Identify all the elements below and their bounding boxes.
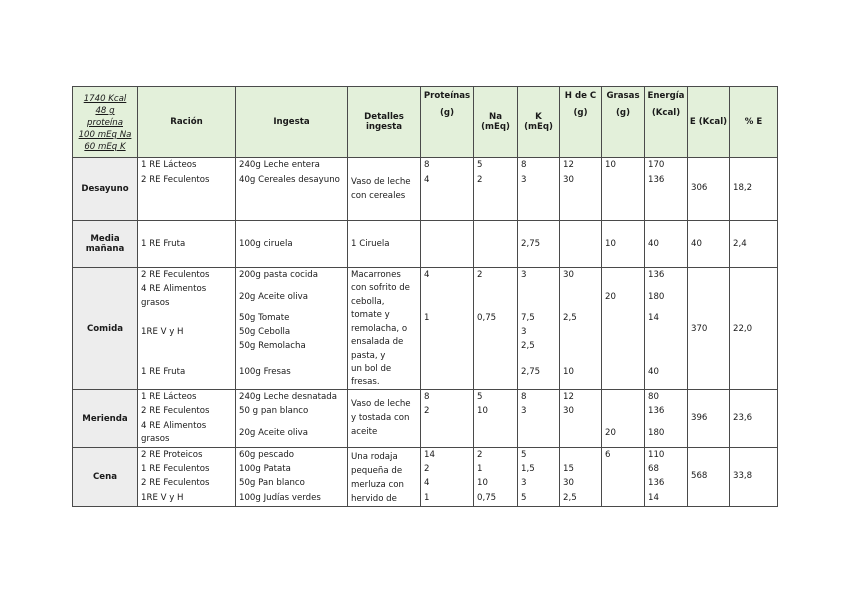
value: 8	[424, 160, 430, 170]
detalles-line: Macarrones	[351, 270, 401, 280]
ingesta-line: 50 g pan blanco	[239, 406, 309, 416]
detalles-line: pasta, y	[351, 351, 386, 361]
value: 8	[424, 392, 430, 402]
e-kcal-cell	[688, 390, 730, 448]
value: 12	[563, 392, 574, 402]
value: 110	[648, 450, 665, 460]
k-cell	[518, 390, 560, 448]
proteinas-cell	[421, 448, 474, 507]
energia-cell	[645, 221, 688, 268]
racion-header: Ración	[138, 87, 236, 158]
ingesta-line: 200g pasta cocida	[239, 270, 318, 280]
value: 5	[477, 160, 483, 170]
meal-name: Comida	[73, 268, 138, 390]
value: 5	[477, 392, 483, 402]
meal-row-desayuno	[73, 158, 778, 221]
racion-line: 2 RE Feculentos	[141, 478, 210, 488]
energia-header: Energía (Kcal)	[645, 87, 688, 158]
value: 2	[424, 406, 430, 416]
na-cell	[474, 158, 518, 221]
meal-row-cena	[73, 448, 778, 507]
hdc-cell	[560, 390, 602, 448]
value: 30	[563, 478, 574, 488]
meal-row-comida	[73, 268, 778, 390]
value: 568	[691, 471, 708, 481]
detalles-cell	[348, 390, 421, 448]
value: 396	[691, 413, 708, 423]
value: 170	[648, 160, 665, 170]
value: 8	[521, 160, 527, 170]
value: 22,0	[733, 324, 753, 334]
ingesta-line: 60g pescado	[239, 450, 295, 460]
ingesta-cell	[236, 158, 348, 221]
diet-table	[72, 86, 778, 507]
value: 4	[424, 478, 430, 488]
proteinas-header: Proteínas (g)	[421, 87, 474, 158]
racion-line: 1 RE Lácteos	[141, 160, 197, 170]
value: 30	[563, 406, 574, 416]
value: 20	[605, 292, 616, 302]
value: 4	[424, 175, 430, 185]
value: 1,5	[521, 464, 535, 474]
pct-e-cell	[730, 268, 778, 390]
ingesta-line: 100g Fresas	[239, 367, 291, 377]
k-cell	[518, 268, 560, 390]
value: 3	[521, 270, 527, 280]
value: 1	[477, 464, 483, 474]
value: 1	[424, 493, 430, 503]
value: 180	[648, 292, 665, 302]
racion-line: 1 RE Fruta	[141, 367, 186, 377]
detalles-line: cebolla,	[351, 297, 385, 307]
value: 3	[521, 327, 527, 337]
ingesta-line: 20g Aceite oliva	[239, 428, 309, 438]
value: 10	[605, 160, 616, 170]
k-header: K (mEq)	[518, 87, 560, 158]
value: 5	[521, 450, 527, 460]
grasas-cell	[602, 268, 645, 390]
meal-name: Merienda	[73, 390, 138, 448]
ingesta-cell	[236, 268, 348, 390]
racion-line: 1 RE Feculentos	[141, 464, 210, 474]
value: 14	[648, 493, 659, 503]
value: 3	[521, 478, 527, 488]
value: 8	[521, 392, 527, 402]
value: 306	[691, 183, 708, 193]
detalles-line: hervido de	[351, 494, 397, 504]
value: 33,8	[733, 471, 753, 481]
racion-line: 2 RE Feculentos	[141, 175, 210, 185]
detalles-line: Vaso de leche	[351, 399, 411, 409]
racion-line: 2 RE Feculentos	[141, 406, 210, 416]
pct-e-header: % E	[730, 87, 778, 158]
value: 2,5	[563, 493, 577, 503]
ingesta-line: 100g Judías verdes	[239, 493, 321, 503]
e-kcal-cell	[688, 158, 730, 221]
racion-line: grasos	[141, 434, 170, 444]
value: 2,75	[521, 367, 541, 377]
racion-line: 2 RE Feculentos	[141, 270, 210, 280]
value: 370	[691, 324, 708, 334]
detalles-cell	[348, 221, 421, 268]
detalles-line: con cereales	[351, 191, 406, 201]
meal-name: Cena	[73, 448, 138, 507]
ingesta-line: 240g Leche desnatada	[239, 392, 337, 402]
ingesta-cell	[236, 221, 348, 268]
racion-line: grasos	[141, 298, 170, 308]
value: 6	[605, 450, 611, 460]
meal-row-merienda	[73, 390, 778, 448]
value: 5	[521, 493, 527, 503]
hdc-cell	[560, 268, 602, 390]
detalles-line: fresas.	[351, 377, 380, 387]
value: 14	[648, 313, 659, 323]
detalles-line: pequeña de	[351, 466, 403, 476]
value: 12	[563, 160, 574, 170]
value: 3	[521, 175, 527, 185]
racion-line: 2 RE Proteicos	[141, 450, 203, 460]
detalles-line: con sofrito de	[351, 283, 410, 293]
na-header: Na (mEq)	[474, 87, 518, 158]
detalles-line: merluza con	[351, 480, 404, 490]
value: 23,6	[733, 413, 753, 423]
hdc-cell	[560, 221, 602, 268]
value: 15	[563, 464, 574, 474]
e-kcal-cell	[688, 221, 730, 268]
k-cell	[518, 448, 560, 507]
ingesta-header: Ingesta	[236, 87, 348, 158]
value: 10	[477, 406, 488, 416]
value: 136	[648, 175, 665, 185]
grasas-cell	[602, 221, 645, 268]
header-row	[73, 87, 778, 158]
meal-name: Media mañana	[73, 221, 138, 268]
ingesta-line: 240g Leche entera	[239, 160, 320, 170]
value: 40	[648, 367, 659, 377]
e-kcal-header: E (Kcal)	[688, 87, 730, 158]
value: 0,75	[477, 313, 497, 323]
value: 7,5	[521, 313, 535, 323]
detalles-line: ensalada de	[351, 337, 404, 347]
value: 2	[477, 270, 483, 280]
meal-row-media-manana	[73, 221, 778, 268]
detalles-cell	[348, 268, 421, 390]
value: 80	[648, 392, 659, 402]
ingesta-line: 100g Patata	[239, 464, 291, 474]
detalles-line: y tostada con	[351, 413, 410, 423]
grasas-cell	[602, 390, 645, 448]
hdc-header: H de C (g)	[560, 87, 602, 158]
ingesta-cell	[236, 448, 348, 507]
e-kcal-cell	[688, 448, 730, 507]
racion-line: 1 RE Fruta	[141, 239, 186, 249]
detalles-line: Vaso de leche	[351, 177, 411, 187]
na-cell	[474, 390, 518, 448]
value: 14	[424, 450, 435, 460]
value: 4	[424, 270, 430, 280]
proteinas-cell	[421, 268, 474, 390]
value: 40	[648, 239, 659, 249]
ingesta-cell	[236, 390, 348, 448]
value: 2	[477, 450, 483, 460]
summary-header: 1740 Kcal 48 g proteína 100 mEq Na 60 mEq K	[73, 87, 138, 158]
pct-e-cell	[730, 390, 778, 448]
proteinas-cell	[421, 221, 474, 268]
value: 30	[563, 175, 574, 185]
racion-line: 1RE V y H	[141, 493, 184, 503]
pct-e-cell	[730, 158, 778, 221]
racion-cell	[138, 390, 236, 448]
racion-cell	[138, 268, 236, 390]
detalles-line: Una rodaja	[351, 452, 398, 462]
ingesta-line: 50g Tomate	[239, 313, 290, 323]
energia-cell	[645, 268, 688, 390]
value: 40	[691, 239, 702, 249]
value: 2,5	[521, 341, 535, 351]
value: 10	[563, 367, 574, 377]
value: 18,2	[733, 183, 753, 193]
meal-name: Desayuno	[73, 158, 138, 221]
value: 0,75	[477, 493, 497, 503]
ingesta-line: 100g ciruela	[239, 239, 293, 249]
value: 68	[648, 464, 659, 474]
energia-cell	[645, 390, 688, 448]
ingesta-line: 50g Cebolla	[239, 327, 291, 337]
e-kcal-cell	[688, 268, 730, 390]
proteinas-cell	[421, 390, 474, 448]
racion-cell	[138, 448, 236, 507]
detalles-cell	[348, 158, 421, 221]
value: 1	[424, 313, 430, 323]
grasas-cell	[602, 448, 645, 507]
value: 2,75	[521, 239, 541, 249]
detalles-line: tomate y	[351, 310, 390, 320]
pct-e-cell	[730, 221, 778, 268]
value: 2	[477, 175, 483, 185]
racion-cell	[138, 221, 236, 268]
detalles-line: 1 Ciruela	[351, 239, 390, 249]
value: 136	[648, 406, 665, 416]
value: 30	[563, 270, 574, 280]
detalles-line: remolacha, o	[351, 324, 408, 334]
ingesta-line: 20g Aceite oliva	[239, 292, 309, 302]
racion-line: 1RE V y H	[141, 327, 184, 337]
proteinas-cell	[421, 158, 474, 221]
value: 10	[477, 478, 488, 488]
hdc-cell	[560, 158, 602, 221]
value: 3	[521, 406, 527, 416]
hdc-cell	[560, 448, 602, 507]
value: 136	[648, 270, 665, 280]
racion-line: 4 RE Alimentos	[141, 284, 207, 294]
detalles-line: aceite	[351, 427, 378, 437]
ingesta-line: 50g Pan blanco	[239, 478, 305, 488]
ingesta-line: 50g Remolacha	[239, 341, 306, 351]
value: 136	[648, 478, 665, 488]
k-cell	[518, 221, 560, 268]
racion-line: 4 RE Alimentos	[141, 421, 207, 431]
grasas-header: Grasas (g)	[602, 87, 645, 158]
energia-cell	[645, 448, 688, 507]
ingesta-line: 40g Cereales desayuno	[239, 175, 340, 185]
value: 20	[605, 428, 616, 438]
grasas-cell	[602, 158, 645, 221]
value: 2,5	[563, 313, 577, 323]
na-cell	[474, 268, 518, 390]
detalles-cell	[348, 448, 421, 507]
racion-line: 1 RE Lácteos	[141, 392, 197, 402]
value: 180	[648, 428, 665, 438]
na-cell	[474, 448, 518, 507]
k-cell	[518, 158, 560, 221]
detalles-header: Detalles ingesta	[348, 87, 421, 158]
value: 2	[424, 464, 430, 474]
racion-cell	[138, 158, 236, 221]
value: 10	[605, 239, 616, 249]
energia-cell	[645, 158, 688, 221]
value: 2,4	[733, 239, 747, 249]
na-cell	[474, 221, 518, 268]
detalles-line: un bol de	[351, 364, 392, 374]
pct-e-cell	[730, 448, 778, 507]
